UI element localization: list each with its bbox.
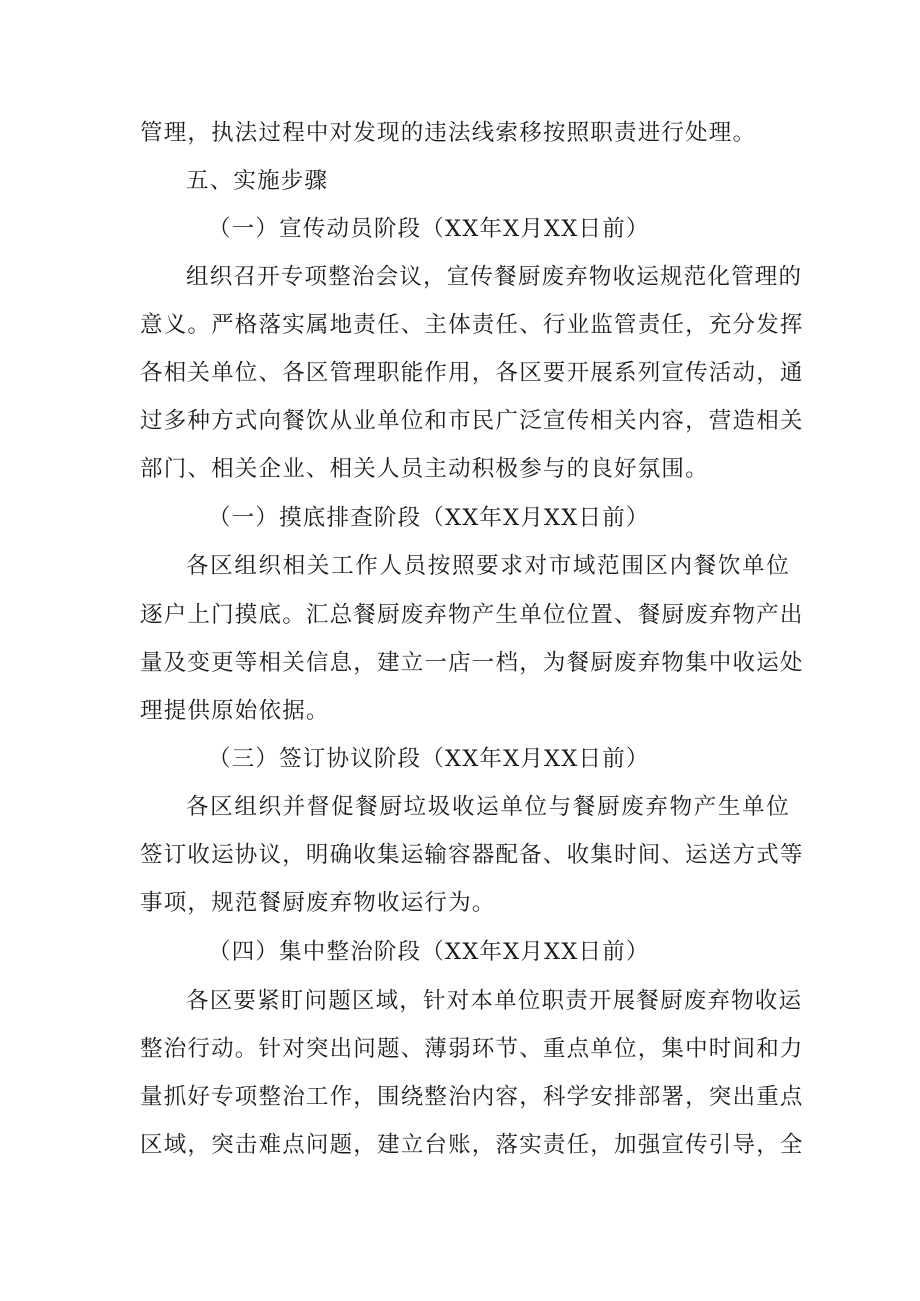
body-text-line: 签订收运协议，明确收集运输容器配备、收集时间、运送方式等	[140, 842, 804, 868]
body-text-line: 量抓好专项整治工作，围绕整治内容，科学安排部署，突出重点	[140, 1084, 804, 1110]
body-text-line: 过多种方式向餐饮从业单位和市民广泛宣传相关内容，营造相关	[140, 408, 804, 434]
section-heading: 五、实施步骤	[186, 168, 329, 194]
body-text-line: 管理，执法过程中对发现的违法线索移按照职责进行处理。	[140, 120, 757, 146]
body-text-line: 组织召开专项整治会议，宣传餐厨废弃物收运规范化管理的	[186, 264, 803, 290]
body-text-line: 各区组织相关工作人员按照要求对市域范围区内餐饮单位	[186, 553, 790, 579]
subsection-heading: （一）摸底排查阶段（XX年X月XX日前）	[208, 505, 650, 531]
subsection-heading: （四）集中整治阶段（XX年X月XX日前）	[208, 939, 650, 965]
body-text-line: 意义。严格落实属地责任、主体责任、行业监管责任，充分发挥	[140, 312, 804, 338]
body-text-line: 各区组织并督促餐厨垃圾收运单位与餐厨废弃物产生单位	[186, 794, 790, 820]
body-text-line: 各相关单位、各区管理职能作用，各区要开展系列宣传活动，通	[140, 360, 804, 386]
body-text-line: 各区要紧盯问题区域，针对本单位职责开展餐厨废弃物收运	[186, 988, 803, 1014]
body-text-line: 整治行动。针对突出问题、薄弱环节、重点单位，集中时间和力	[140, 1036, 804, 1062]
body-text-line: 量及变更等相关信息，建立一店一档，为餐厨废弃物集中收运处	[140, 650, 804, 676]
body-text-line: 部门、相关企业、相关人员主动积极参与的良好氛围。	[140, 456, 709, 482]
body-text-line: 逐户上门摸底。汇总餐厨废弃物产生单位位置、餐厨废弃物产出	[140, 602, 804, 628]
body-text-line: 区域，突击难点问题，建立台账，落实责任，加强宣传引导，全	[140, 1132, 804, 1158]
body-text-line: 理提供原始依据。	[140, 698, 330, 724]
subsection-heading: （三）签订协议阶段（XX年X月XX日前）	[208, 746, 650, 772]
body-text-line: 事项，规范餐厨废弃物收运行为。	[140, 890, 496, 916]
subsection-heading: （一）宣传动员阶段（XX年X月XX日前）	[208, 216, 650, 242]
